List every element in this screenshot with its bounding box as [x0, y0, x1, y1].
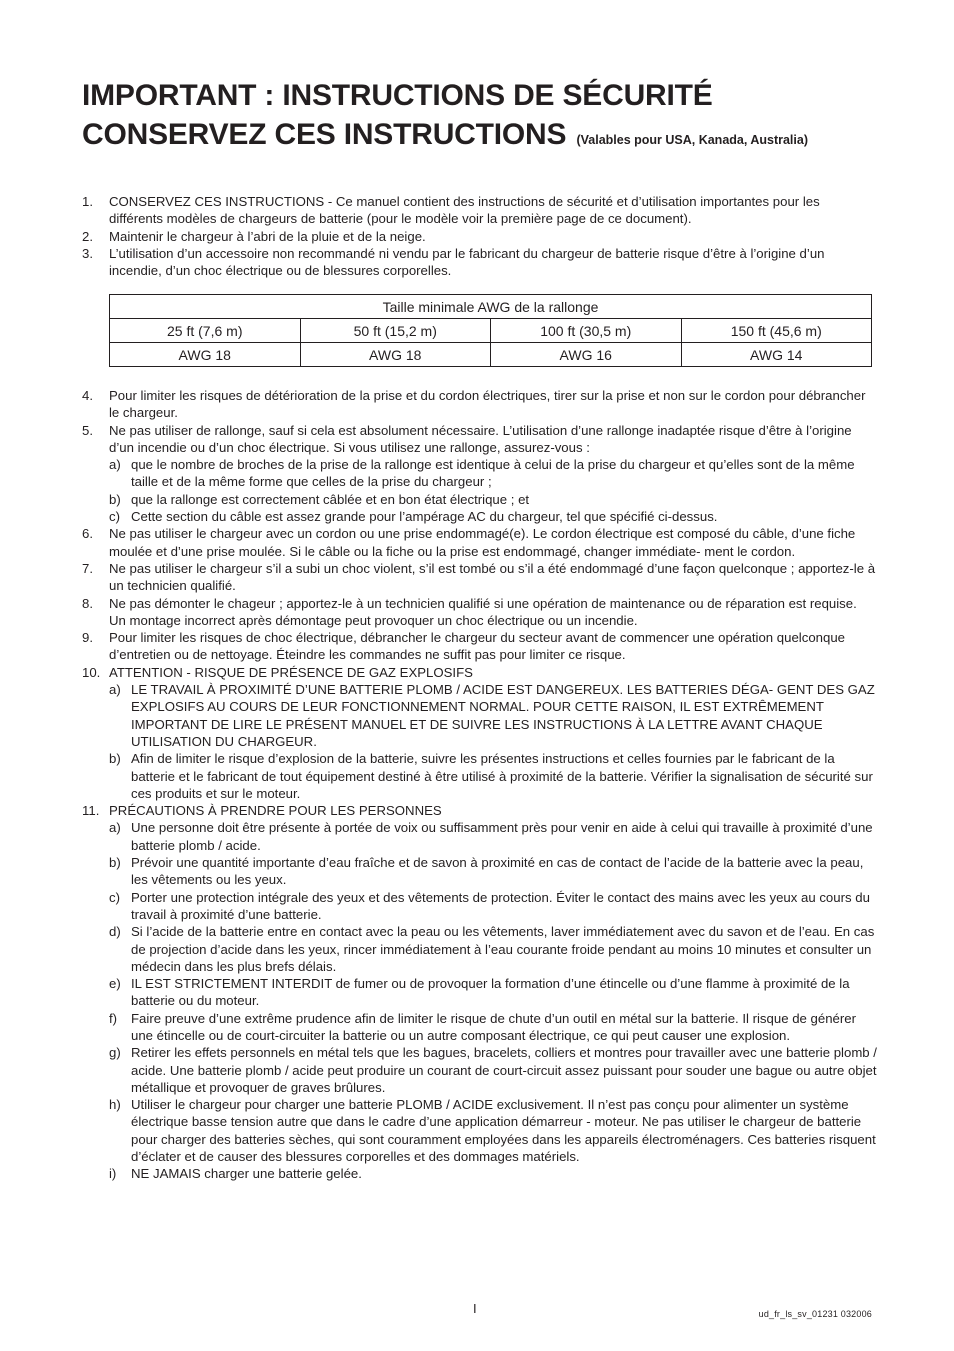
list-item: [82, 560, 877, 595]
sub-item-text: Une personne doit être présente à portée de voix ou suffisamment près pour venir en aide à celui qui travaille à proximité d’une batterie plomb / acide.: [131, 820, 873, 853]
sub-item-text: Cette section du câble est assez grande pour l’ampérage AC du chargeur, tel que spécifié ci-dessus.: [131, 509, 718, 525]
sub-list-item: [82, 889, 877, 924]
sub-item-letter: a): [109, 682, 121, 698]
title-subtitle: (Valables pour USA, Kanada, Australia): [576, 133, 808, 147]
item-number: 5.: [82, 422, 93, 438]
table-cell: AWG 18: [300, 343, 491, 367]
list-item: [82, 595, 877, 630]
sub-list-item: [82, 1044, 877, 1096]
sub-item-text: Retirer les effets personnels en métal tels que les bagues, bracelets, colliers et montres pour travailler avec une batterie plomb / acide. Une batterie plomb / acide peut produire un courant de court-circuit assez puissant pour souder une bague ou autre objet métallique et provoquer de graves brûlures.: [131, 1045, 877, 1095]
item-text: PRÉCAUTIONS À PRENDRE POUR LES PERSONNES: [109, 803, 442, 819]
table-cell: 100 ft (30,5 m): [491, 319, 682, 343]
item-number: 9.: [82, 630, 93, 646]
item-number: 1.: [82, 194, 93, 209]
sub-item-letter: e): [109, 976, 121, 992]
item-number: 6.: [82, 526, 93, 542]
item-number: 11.: [82, 803, 100, 819]
sub-list-item: [82, 1096, 877, 1165]
list-item: [82, 525, 877, 560]
item-number: 3.: [82, 245, 93, 261]
page-title-line-2: [82, 117, 808, 158]
awg-extension-table: [109, 294, 872, 367]
page-title-line-1: IMPORTANT : INSTRUCTIONS DE SÉCURITÉ: [82, 79, 713, 112]
item-text: Maintenir le chargeur à l’abri de la pluie et de la neige.: [109, 228, 426, 244]
sub-list-item: [82, 750, 877, 802]
table-header: Taille minimale AWG de la rallonge: [110, 295, 872, 319]
item-text: ATTENTION - RISQUE DE PRÉSENCE DE GAZ EXPLOSIFS: [109, 664, 473, 680]
sub-item-letter: c): [109, 889, 120, 905]
sub-item-letter: b): [109, 751, 121, 767]
sub-item-letter: b): [109, 855, 121, 871]
table-cell: 25 ft (7,6 m): [110, 319, 301, 343]
sub-item-text: Si l’acide de la batterie entre en contact avec la peau ou les vêtements, laver immédiatement avec du savon et de l’eau. En cas de projection d’acide dans les yeux, rincer immédiatement à l’eau courante froide pendant au moins 10 minutes et consulter un médecin dans les plus brefs délais.: [131, 924, 875, 974]
sub-item-text: Afin de limiter le risque d’explosion de la batterie, suivre les présentes instructions et celles fournies par le fabricant de la batterie et le fabricant de tout équipement destiné à être utilisé à proximité de la batterie. Vérifier la signalisation de sécurité sur ces produits et sur le moteur.: [131, 751, 873, 801]
document-code: ud_fr_ls_sv_01231 032006: [758, 1309, 872, 1319]
item-number: 2.: [82, 228, 93, 244]
list-item: [82, 193, 877, 228]
sub-item-letter: g): [109, 1045, 121, 1061]
sub-item-letter: f): [109, 1010, 118, 1026]
item-number: 7.: [82, 560, 93, 576]
item-text: Pour limiter les risques de détérioration de la prise et du cordon électriques, tirer sur la prise et non sur le cordon pour débrancher le chargeur.: [109, 388, 866, 421]
table-cell: AWG 16: [491, 343, 682, 367]
item-text: Ne pas utiliser de rallonge, sauf si cela est absolument nécessaire. L’utilisation d’une rallonge inadaptée risque d’être à l’origine d’un incendie ou d’un choc électrique. Si vous utilisez une rallonge, assurez-vous :: [109, 422, 852, 455]
sub-list-item: [82, 491, 877, 508]
table-row-gauges: [110, 343, 872, 367]
item-text: Pour limiter les risques de choc électrique, débrancher le chargeur du secteur avant de commencer une opération quelconque d’entretien ou de nettoyage. Éteindre les commandes ne suffit pas pour limiter ce risque.: [109, 630, 845, 663]
list-item: [82, 387, 877, 422]
table-cell: 50 ft (15,2 m): [300, 319, 491, 343]
table-row-lengths: [110, 319, 872, 343]
item-number: 4.: [82, 388, 93, 403]
list-item: [82, 422, 877, 457]
sub-list-item: [82, 456, 877, 491]
sub-item-letter: c): [109, 509, 120, 525]
table-cell: AWG 14: [681, 343, 872, 367]
sub-item-text: Porter une protection intégrale des yeux et des vêtements de protection. Éviter le contact des mains avec les yeux au cours du travail à proximité d’une batterie.: [131, 889, 870, 922]
table-header-row: [110, 295, 872, 319]
item-text: CONSERVEZ CES INSTRUCTIONS - Ce manuel contient des instructions de sécurité et d’utilisation importantes pour les différents modèles de chargeurs de batterie (pour le modèle voir la première page de ce document).: [109, 194, 820, 227]
sub-item-text: IL EST STRICTEMENT INTERDIT de fumer ou de provoquer la formation d’une étincelle ou d’une flamme à proximité de la batterie ou du moteur.: [131, 976, 850, 1009]
sub-item-letter: a): [109, 457, 121, 473]
item-text: L’utilisation d’un accessoire non recommandé ni vendu par le fabricant du chargeur de batterie risque d’être à l’origine d’un incendie, d’un choc électrique ou de blessures corporelles.: [109, 245, 825, 279]
sub-list-item: [82, 1010, 877, 1045]
sub-item-letter: a): [109, 820, 121, 836]
item-number: 10.: [82, 664, 101, 680]
sub-list-item: [82, 1165, 877, 1182]
sub-item-text: Prévoir une quantité importante d’eau fraîche et de savon à proximité en cas de contact de l’acide de la batterie avec la peau, les vêtements ou les yeux.: [131, 855, 864, 888]
sub-item-text: Utiliser le chargeur pour charger une batterie PLOMB / ACIDE exclusivement. Il n’est pas conçu pour alimenter un système électrique basse tension autre que dans le cadre d’une application démarreur - moteur. Ne pas utiliser le chargeur de batterie pour charger des batteries sèches, qui sont couramment employées dans les appareils électroménagers. Ces batteries risquent d’éclater et de causer des blessures corporelles et des dommages matériels.: [131, 1097, 876, 1165]
sub-item-letter: d): [109, 924, 121, 940]
sub-item-text: NE JAMAIS charger une batterie gelée.: [131, 1166, 362, 1182]
sub-list-item: [82, 819, 877, 854]
sub-item-text: LE TRAVAIL À PROXIMITÉ D’UNE BATTERIE PLOMB / ACIDE EST DANGEREUX. LES BATTERIES DÉGA- GENT DES GAZ EXPLOSIFS AU COURS DE LEUR FONCTIONNEMENT NORMAL. POUR CETTE RAISON, IL EST EXTRÊMEMENT IMPORTANT DE LIRE LE PRÉSENT MANUEL ET DE SUIVRE LES INSTRUCTIONS À LA LETTRE AVANT CHAQUE UTILISATION DU CHARGEUR.: [131, 682, 875, 749]
table-cell: AWG 18: [110, 343, 301, 367]
instructions-list-main: [82, 387, 877, 1183]
page-number: I: [473, 1301, 477, 1316]
sub-item-text: que la rallonge est correctement câblée et en bon état électrique ; et: [131, 491, 530, 507]
item-text: Ne pas utiliser le chargeur s’il a subi un choc violent, s’il est tombé ou s’il a été endommagé d’une façon quelconque ; apportez-le à un technicien qualifié.: [109, 560, 876, 594]
list-item: [82, 802, 877, 819]
instructions-list-top: [82, 193, 877, 279]
title-main: CONSERVEZ CES INSTRUCTIONS: [82, 118, 567, 151]
sub-item-text: que le nombre de broches de la prise de la rallonge est identique à celui de la prise du chargeur et qu’elles sont de la même taille et de la même forme que celles de la prise du chargeur ;: [131, 457, 855, 490]
list-item: [82, 629, 877, 664]
sub-item-letter: b): [109, 491, 121, 507]
list-item: [82, 245, 877, 280]
sub-list-item: [82, 975, 877, 1010]
item-number: 8.: [82, 595, 93, 611]
sub-item-letter: h): [109, 1097, 121, 1113]
sub-list-item: [82, 923, 877, 975]
list-item: [82, 228, 877, 245]
sub-item-letter: i): [109, 1166, 117, 1182]
sub-item-text: Faire preuve d’une extrême prudence afin de limiter le risque de chute d’un outil en métal sur la batterie. Il risque de générer une étincelle ou de court-circuiter la batterie ou un autre composant électrique, ce qui peut causer une explosion.: [131, 1010, 856, 1043]
sub-list-item: [82, 854, 877, 889]
table-cell: 150 ft (45,6 m): [681, 319, 872, 343]
item-text: Ne pas utiliser le chargeur avec un cordon ou une prise endommagé(e). Le cordon électrique est composé du câble, d’une fiche moulée et d’une prise moulée. Si le câble ou la fiche ou la prise est endommagé, changer immédiate- ment le cordon.: [109, 526, 856, 559]
list-item: [82, 664, 877, 681]
sub-list-item: [82, 681, 877, 750]
item-text: Ne pas démonter le chageur ; apportez-le à un technicien qualifié si une opération de maintenance ou de réparation est requise. Un montage incorrect après démontage peut provoquer un choc électrique ou un incendie.: [109, 595, 857, 628]
sub-list-item: [82, 508, 877, 525]
